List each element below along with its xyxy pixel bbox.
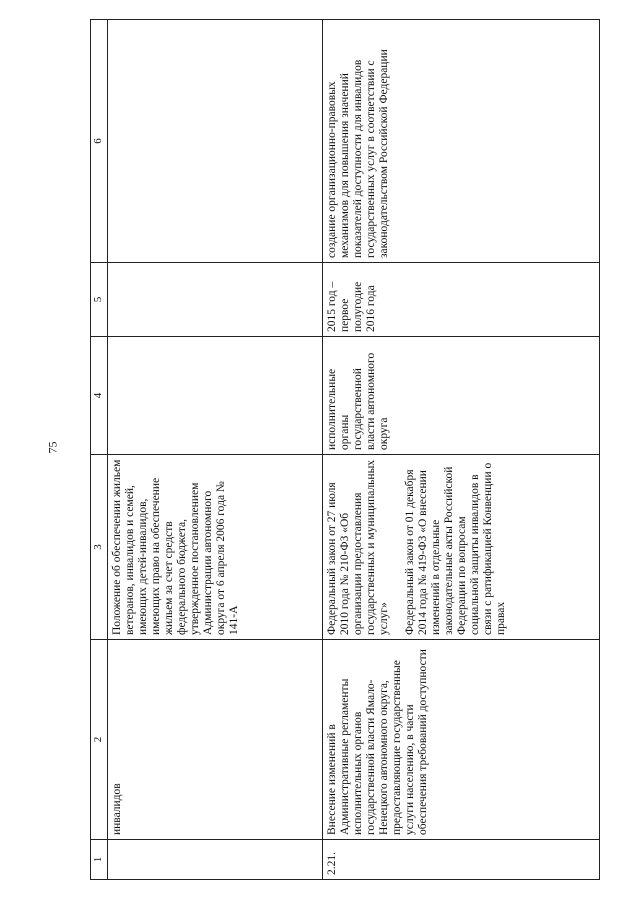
cell-result: [108, 20, 323, 263]
cell-number: [108, 840, 323, 880]
cell-responsible: [108, 337, 323, 455]
cell-deadline: 2015 год – первое полугодие 2016 года: [323, 263, 600, 337]
cell-number: 2.21.: [323, 840, 600, 880]
cell-measure: инвалидов: [108, 640, 323, 840]
cell-responsible: исполнительные органы государственной власти автономного округа: [323, 337, 600, 455]
header-col-2: 2: [91, 640, 108, 840]
header-row: [91, 20, 108, 880]
page-number: 75: [45, 441, 60, 454]
rotated-page-content: [90, 20, 600, 880]
legal-basis-paragraph-1: Федеральный закон от 27 июля 2010 года № 210-ФЗ «Об организации предоставления государственных и муниципальных услуг»: [326, 459, 390, 635]
header-col-1: 1: [91, 840, 108, 880]
header-col-5: 5: [91, 263, 108, 337]
header-col-6: 6: [91, 20, 108, 263]
table-row: [108, 20, 323, 880]
header-col-4: 4: [91, 337, 108, 455]
cell-measure: Внесение изменений в Административные регламенты исполнительных органов государственной власти Ямало-Ненецкого автономного округа, предоставляющие государственные услуги населению, в части обеспечения требований доступности: [323, 640, 600, 840]
measures-table: [90, 19, 600, 880]
cell-result: создание организационно-правовых механизмов для повышения значений показателей доступности для инвалидов государственных услуг в соответствии с законодательством Российской Федерации: [323, 20, 600, 263]
cell-legal-basis: [323, 455, 600, 640]
cell-legal-basis: Положение об обеспечении жильем ветеранов, инвалидов и семей, имеющих детей-инвалидов, имеющих право на обеспечение жильем за счет средств федерального бюджета, утвержденное постановлением Администрации автономного округа от 6 апреля 2006 года № 141-А: [108, 455, 323, 640]
legal-basis-paragraph-2: Федеральный закон от 01 декабря 2014 года № 419-ФЗ «О внесении изменений в отдельные законодательные акты Российской Федерации по вопросам социальной защиты инвалидов в связи с ратификацией Конвенции о правах: [404, 462, 507, 635]
cell-deadline: [108, 263, 323, 337]
header-col-3: 3: [91, 455, 108, 640]
table-row: [323, 20, 600, 880]
